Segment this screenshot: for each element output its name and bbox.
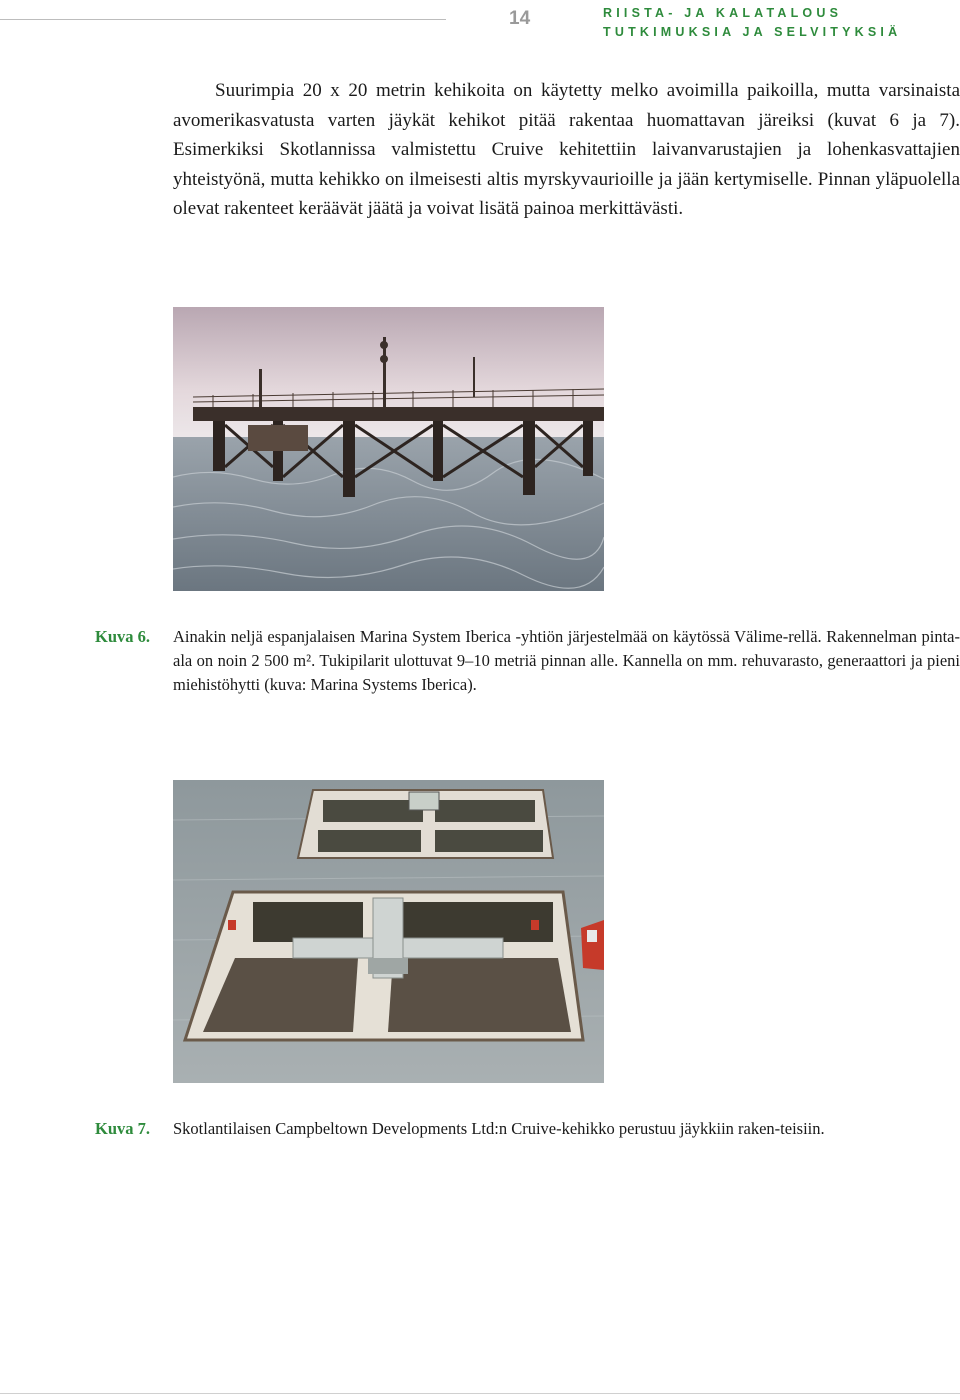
series-title-line-1: RIISTA- JA KALATALOUS: [603, 6, 843, 20]
series-title-line-2: TUTKIMUKSIA JA SELVITYKSIÄ: [603, 25, 902, 39]
body-text: [173, 76, 960, 224]
figure-6-caption-text: Ainakin neljä espanjalaisen Marina System Iberica -yhtiön järjestelmää on käytössä Välime-rellä. Rakennelman pinta-ala on noin 2 500 m². Tukipilarit ulottuvat 9–10 metriä pinnan alle. Kannella on mm. rehuvarasto, generaattori ja pieni miehistöhytti (kuva: Marina Systems Iberica).: [173, 627, 960, 694]
figure-6-label: Kuva 6.: [95, 627, 151, 646]
body-paragraph: Suurimpia 20 x 20 metrin kehikoita on käytetty melko avoimilla paikoilla, mutta varsinaista avomerikasvatusta varten jäykät kehikot pitää rakentaa huomattavan järeiksi (kuvat 6 ja 7). Esimerkiksi Skotlannissa valmistettu Cruive kehitettiin laivanvarustajien ja lohenkasvattajien yhteistyönä, mutta kehikko on ilmeisesti altis myrskyvaurioille ja jään kertymiselle. Pinnan yläpuolella olevat rakenteet keräävät jäätä ja voivat lisätä painoa merkittävästi.: [173, 80, 960, 219]
header-rule: [0, 19, 446, 20]
page-number: 14: [509, 8, 531, 29]
figure-7-caption-text: Skotlantilaisen Campbeltown Developments Ltd:n Cruive-kehikko perustuu jäykkiin raken-teisiin.: [173, 1119, 825, 1138]
series-title: [603, 4, 901, 42]
photo-sea-platform: [173, 307, 604, 591]
figure-7-caption: [95, 1117, 960, 1141]
figure-7-label: Kuva 7.: [95, 1119, 151, 1138]
bottom-rule: [0, 1393, 960, 1394]
figure-6-caption: [95, 625, 960, 697]
photo-fish-cages: [173, 780, 604, 1083]
